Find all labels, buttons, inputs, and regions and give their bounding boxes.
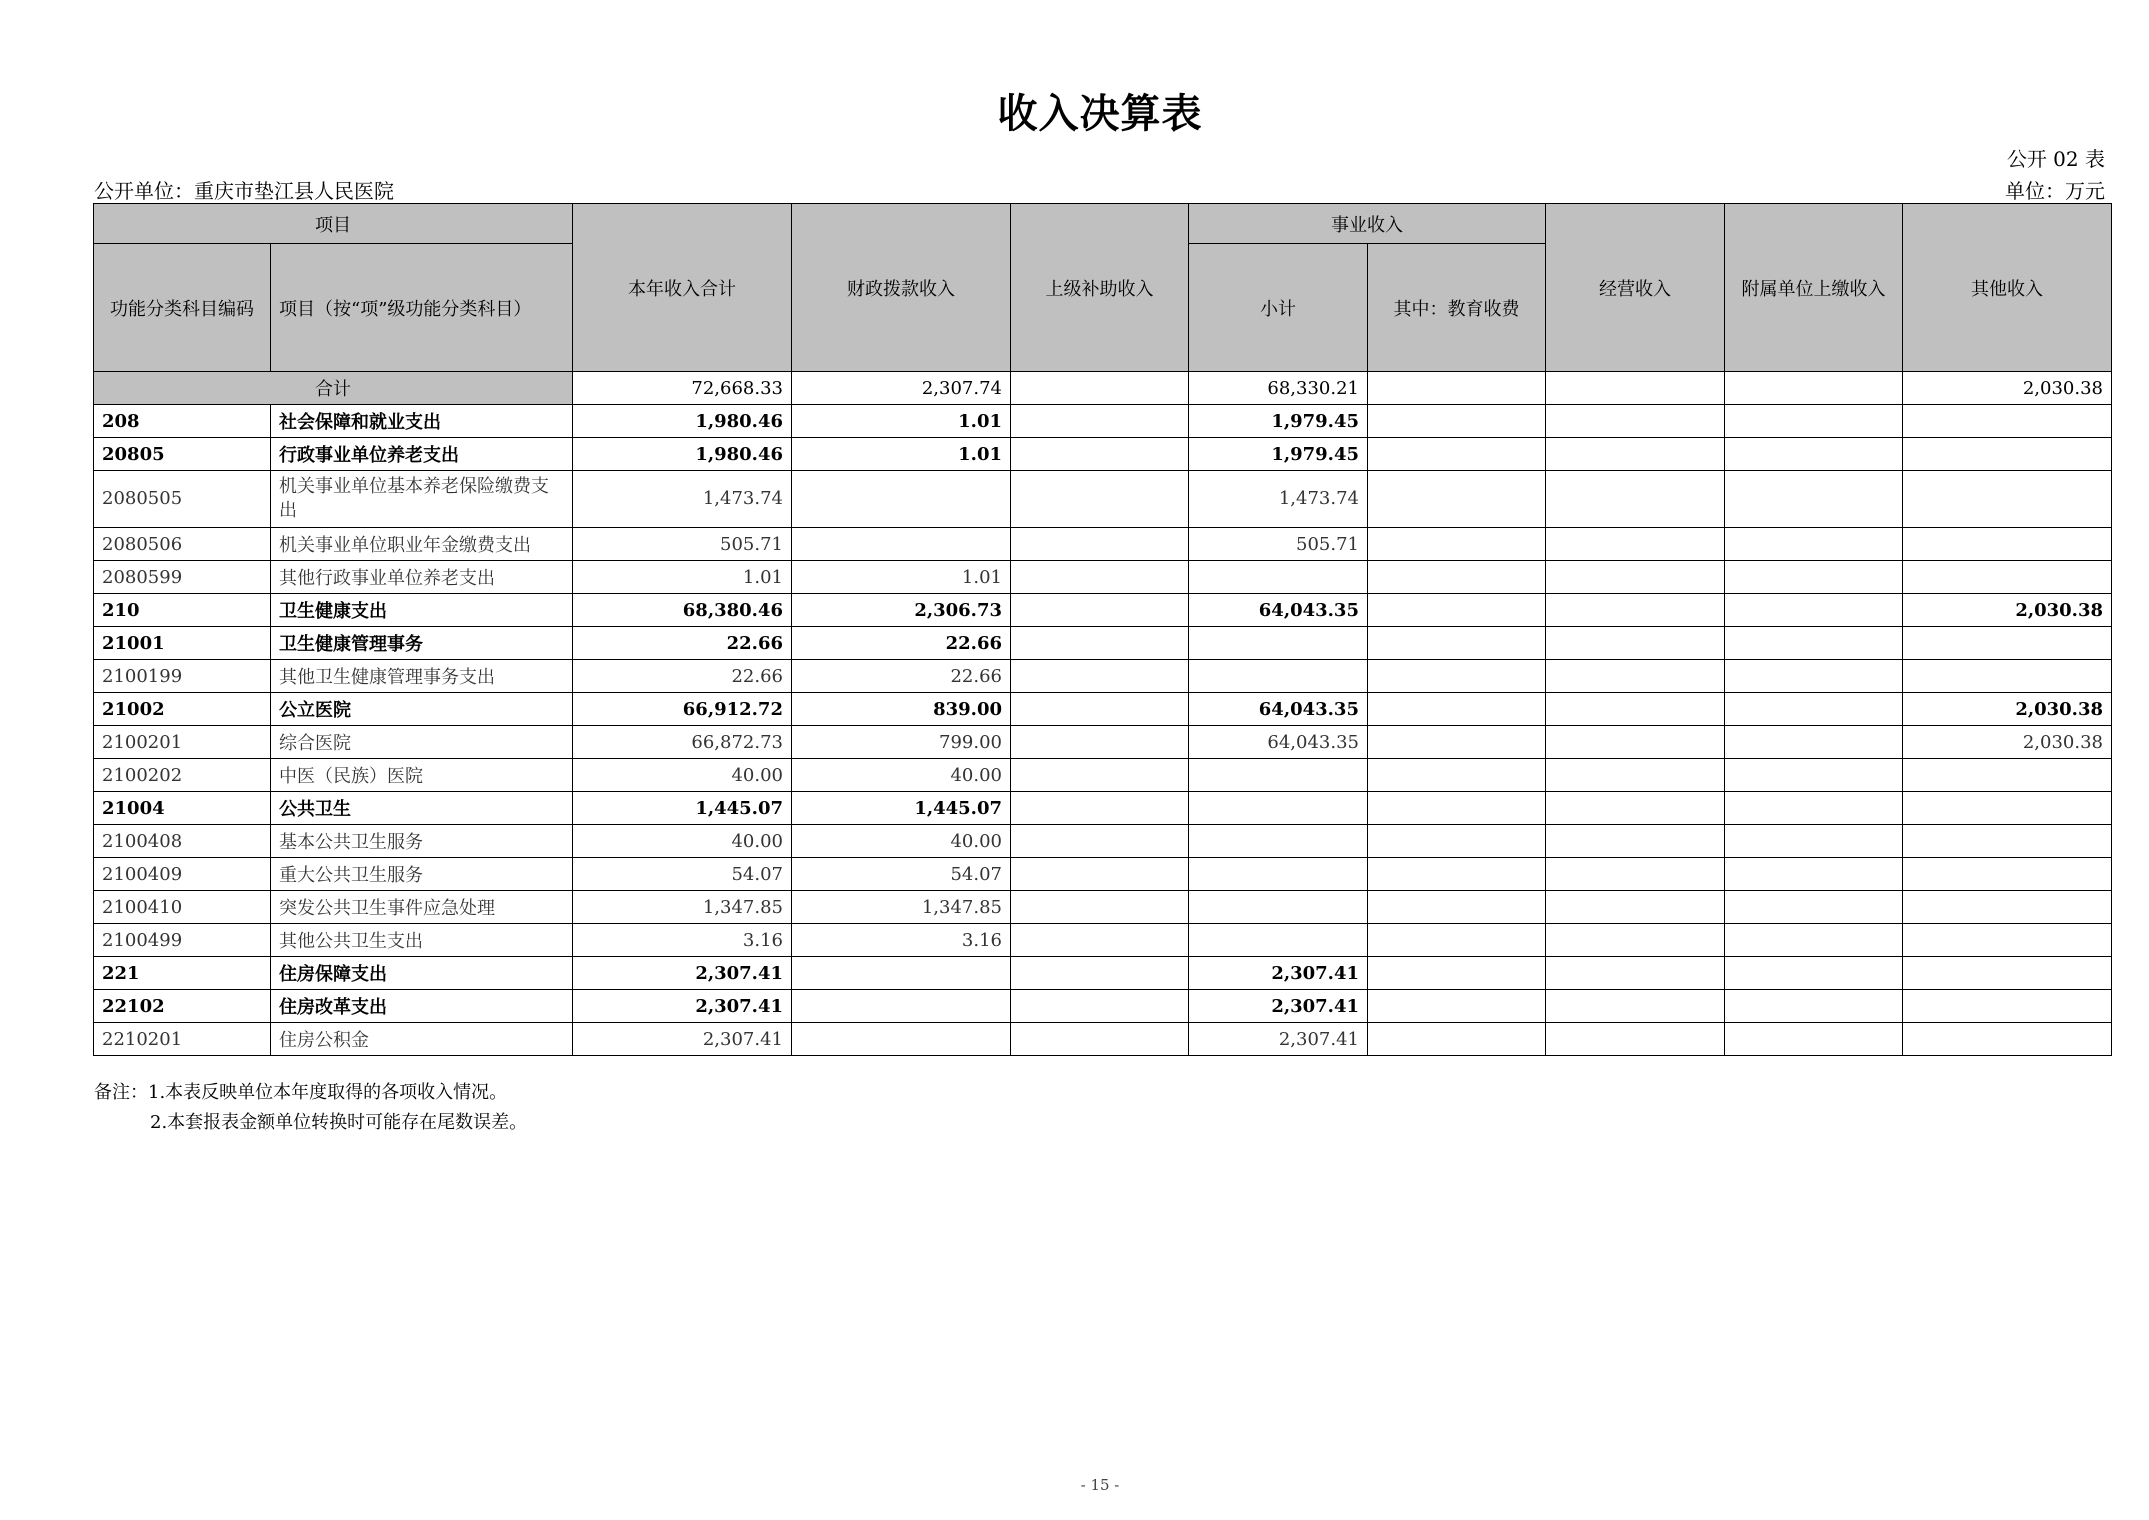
- name-cell: 住房保障支出: [271, 957, 573, 990]
- superior-cell: [1011, 957, 1189, 990]
- total-income-cell: 3.16: [573, 924, 792, 957]
- code-cell: 21002: [94, 693, 271, 726]
- table-row: [94, 438, 2112, 471]
- note-2: 2.本套报表金额单位转换时可能存在尾数误差。: [150, 1112, 528, 1133]
- other-cell: [1903, 957, 2112, 990]
- name-cell: 中医（民族）医院: [271, 759, 573, 792]
- affiliated-cell: [1725, 660, 1903, 693]
- fiscal-cell: 1,445.07: [792, 792, 1011, 825]
- code-cell: 2080599: [94, 561, 271, 594]
- total-income-cell: 72,668.33: [573, 372, 792, 405]
- total-income-cell: 1,980.46: [573, 438, 792, 471]
- edu-cell: [1368, 990, 1546, 1023]
- operating-cell: [1546, 759, 1725, 792]
- superior-cell: [1011, 627, 1189, 660]
- header-edu: 其中：教育收费: [1368, 244, 1546, 372]
- subtotal-cell: 505.71: [1189, 528, 1368, 561]
- other-cell: [1903, 438, 2112, 471]
- header-business: 事业收入: [1189, 204, 1546, 244]
- name-cell: 住房公积金: [271, 1023, 573, 1056]
- operating-cell: [1546, 990, 1725, 1023]
- operating-cell: [1546, 561, 1725, 594]
- subtotal-cell: [1189, 660, 1368, 693]
- affiliated-cell: [1725, 405, 1903, 438]
- subtotal-cell: 2,307.41: [1189, 990, 1368, 1023]
- affiliated-cell: [1725, 759, 1903, 792]
- affiliated-cell: [1725, 924, 1903, 957]
- subtotal-cell: 2,307.41: [1189, 957, 1368, 990]
- reporting-unit: 公开单位：重庆市垫江县人民医院: [94, 179, 394, 203]
- total-superior-cell: [1011, 372, 1189, 405]
- other-cell: [1903, 858, 2112, 891]
- subtotal-cell: [1189, 792, 1368, 825]
- edu-cell: [1368, 627, 1546, 660]
- total-income-cell: 2,307.41: [573, 957, 792, 990]
- superior-cell: [1011, 405, 1189, 438]
- table-row: [94, 1023, 2112, 1056]
- fiscal-cell: 40.00: [792, 825, 1011, 858]
- operating-cell: [1546, 726, 1725, 759]
- income-table: [93, 203, 2112, 1056]
- other-cell: [1903, 990, 2112, 1023]
- affiliated-cell: [1725, 891, 1903, 924]
- other-cell: [1903, 405, 2112, 438]
- table-row: [94, 891, 2112, 924]
- subtotal-cell: [1189, 759, 1368, 792]
- subtotal-cell: 64,043.35: [1189, 726, 1368, 759]
- name-cell: 机关事业单位职业年金缴费支出: [271, 528, 573, 561]
- operating-cell: [1546, 957, 1725, 990]
- subtotal-cell: [1189, 825, 1368, 858]
- other-cell: [1903, 660, 2112, 693]
- total-row: [94, 372, 2112, 405]
- fiscal-cell: 1.01: [792, 561, 1011, 594]
- code-cell: 2080506: [94, 528, 271, 561]
- subtotal-cell: 1,979.45: [1189, 405, 1368, 438]
- code-cell: 22102: [94, 990, 271, 1023]
- superior-cell: [1011, 825, 1189, 858]
- header-func-name: 项目（按“项”级功能分类科目）: [271, 244, 573, 372]
- operating-cell: [1546, 438, 1725, 471]
- name-cell: 综合医院: [271, 726, 573, 759]
- edu-cell: [1368, 891, 1546, 924]
- total-income-cell: 2,307.41: [573, 1023, 792, 1056]
- edu-cell: [1368, 924, 1546, 957]
- superior-cell: [1011, 471, 1189, 528]
- name-cell: 其他行政事业单位养老支出: [271, 561, 573, 594]
- affiliated-cell: [1725, 471, 1903, 528]
- operating-cell: [1546, 858, 1725, 891]
- fiscal-cell: [792, 471, 1011, 528]
- edu-cell: [1368, 1023, 1546, 1056]
- total-edu-cell: [1368, 372, 1546, 405]
- other-cell: 2,030.38: [1903, 726, 2112, 759]
- fiscal-cell: [792, 990, 1011, 1023]
- affiliated-cell: [1725, 990, 1903, 1023]
- code-cell: 208: [94, 405, 271, 438]
- subtotal-cell: [1189, 858, 1368, 891]
- fiscal-cell: 22.66: [792, 627, 1011, 660]
- superior-cell: [1011, 693, 1189, 726]
- operating-cell: [1546, 891, 1725, 924]
- table-row: [94, 858, 2112, 891]
- superior-cell: [1011, 990, 1189, 1023]
- header-subtotal: 小计: [1189, 244, 1368, 372]
- superior-cell: [1011, 1023, 1189, 1056]
- superior-cell: [1011, 759, 1189, 792]
- edu-cell: [1368, 471, 1546, 528]
- superior-cell: [1011, 924, 1189, 957]
- affiliated-cell: [1725, 594, 1903, 627]
- edu-cell: [1368, 561, 1546, 594]
- page-number: - 15 -: [1080, 1476, 1120, 1494]
- code-cell: 20805: [94, 438, 271, 471]
- edu-cell: [1368, 693, 1546, 726]
- code-cell: 2100499: [94, 924, 271, 957]
- affiliated-cell: [1725, 528, 1903, 561]
- name-cell: 基本公共卫生服务: [271, 825, 573, 858]
- edu-cell: [1368, 594, 1546, 627]
- subtotal-cell: 1,979.45: [1189, 438, 1368, 471]
- code-cell: 210: [94, 594, 271, 627]
- fiscal-cell: 2,306.73: [792, 594, 1011, 627]
- affiliated-cell: [1725, 561, 1903, 594]
- edu-cell: [1368, 858, 1546, 891]
- name-cell: 突发公共卫生事件应急处理: [271, 891, 573, 924]
- table-row: [94, 594, 2112, 627]
- page-title: 收入决算表: [997, 90, 1203, 137]
- fiscal-cell: [792, 957, 1011, 990]
- edu-cell: [1368, 438, 1546, 471]
- total-income-cell: 1.01: [573, 561, 792, 594]
- operating-cell: [1546, 528, 1725, 561]
- total-income-cell: 22.66: [573, 627, 792, 660]
- notes: [94, 1078, 527, 1138]
- other-cell: [1903, 471, 2112, 528]
- subtotal-cell: [1189, 627, 1368, 660]
- operating-cell: [1546, 1023, 1725, 1056]
- table-row: [94, 561, 2112, 594]
- superior-cell: [1011, 528, 1189, 561]
- total-label: 合计: [94, 372, 573, 405]
- other-cell: [1903, 1023, 2112, 1056]
- superior-cell: [1011, 792, 1189, 825]
- affiliated-cell: [1725, 825, 1903, 858]
- total-income-cell: 66,912.72: [573, 693, 792, 726]
- name-cell: 卫生健康管理事务: [271, 627, 573, 660]
- header-fiscal: 财政拨款收入: [792, 204, 1011, 372]
- fiscal-cell: 3.16: [792, 924, 1011, 957]
- operating-cell: [1546, 660, 1725, 693]
- other-cell: 2,030.38: [1903, 693, 2112, 726]
- affiliated-cell: [1725, 726, 1903, 759]
- affiliated-cell: [1725, 792, 1903, 825]
- name-cell: 住房改革支出: [271, 990, 573, 1023]
- header-affiliated: 附属单位上缴收入: [1725, 204, 1903, 372]
- total-operating-cell: [1546, 372, 1725, 405]
- superior-cell: [1011, 561, 1189, 594]
- name-cell: 社会保障和就业支出: [271, 405, 573, 438]
- table-row: [94, 924, 2112, 957]
- header-total-income: 本年收入合计: [573, 204, 792, 372]
- other-cell: [1903, 561, 2112, 594]
- edu-cell: [1368, 759, 1546, 792]
- total-subtotal-cell: 68,330.21: [1189, 372, 1368, 405]
- table-row: [94, 990, 2112, 1023]
- total-income-cell: 68,380.46: [573, 594, 792, 627]
- name-cell: 行政事业单位养老支出: [271, 438, 573, 471]
- currency-unit: 单位：万元: [2005, 179, 2105, 203]
- name-cell: 公立医院: [271, 693, 573, 726]
- affiliated-cell: [1725, 438, 1903, 471]
- edu-cell: [1368, 957, 1546, 990]
- header-func-code: 功能分类科目编码: [94, 244, 271, 372]
- name-cell: 机关事业单位基本养老保险缴费支出: [271, 471, 573, 528]
- operating-cell: [1546, 405, 1725, 438]
- superior-cell: [1011, 438, 1189, 471]
- operating-cell: [1546, 825, 1725, 858]
- total-income-cell: 66,872.73: [573, 726, 792, 759]
- operating-cell: [1546, 693, 1725, 726]
- operating-cell: [1546, 594, 1725, 627]
- table-row: [94, 759, 2112, 792]
- total-income-cell: 505.71: [573, 528, 792, 561]
- fiscal-cell: 22.66: [792, 660, 1011, 693]
- fiscal-cell: 40.00: [792, 759, 1011, 792]
- subtotal-cell: [1189, 924, 1368, 957]
- subtotal-cell: [1189, 561, 1368, 594]
- superior-cell: [1011, 858, 1189, 891]
- subtotal-cell: [1189, 891, 1368, 924]
- name-cell: 其他公共卫生支出: [271, 924, 573, 957]
- total-income-cell: 2,307.41: [573, 990, 792, 1023]
- edu-cell: [1368, 726, 1546, 759]
- code-cell: 2080505: [94, 471, 271, 528]
- total-income-cell: 40.00: [573, 759, 792, 792]
- code-cell: 2100410: [94, 891, 271, 924]
- affiliated-cell: [1725, 858, 1903, 891]
- affiliated-cell: [1725, 1023, 1903, 1056]
- fiscal-cell: 1.01: [792, 405, 1011, 438]
- total-income-cell: 1,445.07: [573, 792, 792, 825]
- edu-cell: [1368, 825, 1546, 858]
- table-row: [94, 528, 2112, 561]
- name-cell: 重大公共卫生服务: [271, 858, 573, 891]
- other-cell: [1903, 792, 2112, 825]
- table-row: [94, 726, 2112, 759]
- other-cell: [1903, 924, 2112, 957]
- table-row: [94, 792, 2112, 825]
- header-superior: 上级补助收入: [1011, 204, 1189, 372]
- edu-cell: [1368, 660, 1546, 693]
- fiscal-cell: 54.07: [792, 858, 1011, 891]
- total-affiliated-cell: [1725, 372, 1903, 405]
- code-cell: 21001: [94, 627, 271, 660]
- affiliated-cell: [1725, 957, 1903, 990]
- table-row: [94, 825, 2112, 858]
- header-other: 其他收入: [1903, 204, 2112, 372]
- edu-cell: [1368, 405, 1546, 438]
- total-fiscal-cell: 2,307.74: [792, 372, 1011, 405]
- total-other-cell: 2,030.38: [1903, 372, 2112, 405]
- fiscal-cell: 839.00: [792, 693, 1011, 726]
- table-row: [94, 957, 2112, 990]
- fiscal-cell: 799.00: [792, 726, 1011, 759]
- total-income-cell: 22.66: [573, 660, 792, 693]
- total-income-cell: 40.00: [573, 825, 792, 858]
- table-row: [94, 471, 2112, 528]
- total-income-cell: 1,347.85: [573, 891, 792, 924]
- superior-cell: [1011, 660, 1189, 693]
- table-row: [94, 693, 2112, 726]
- superior-cell: [1011, 891, 1189, 924]
- other-cell: [1903, 528, 2112, 561]
- other-cell: [1903, 627, 2112, 660]
- table-row: [94, 660, 2112, 693]
- fiscal-cell: [792, 1023, 1011, 1056]
- other-cell: [1903, 891, 2112, 924]
- code-cell: 21004: [94, 792, 271, 825]
- name-cell: 其他卫生健康管理事务支出: [271, 660, 573, 693]
- code-cell: 2100199: [94, 660, 271, 693]
- table-row: [94, 405, 2112, 438]
- operating-cell: [1546, 471, 1725, 528]
- fiscal-cell: 1.01: [792, 438, 1011, 471]
- table-row: [94, 627, 2112, 660]
- other-cell: 2,030.38: [1903, 594, 2112, 627]
- subtotal-cell: 1,473.74: [1189, 471, 1368, 528]
- form-code: 公开 02 表: [2006, 147, 2105, 171]
- header-project: 项目: [94, 204, 573, 244]
- code-cell: 2100408: [94, 825, 271, 858]
- operating-cell: [1546, 792, 1725, 825]
- edu-cell: [1368, 792, 1546, 825]
- superior-cell: [1011, 594, 1189, 627]
- affiliated-cell: [1725, 627, 1903, 660]
- name-cell: 公共卫生: [271, 792, 573, 825]
- total-income-cell: 1,980.46: [573, 405, 792, 438]
- other-cell: [1903, 759, 2112, 792]
- code-cell: 221: [94, 957, 271, 990]
- other-cell: [1903, 825, 2112, 858]
- superior-cell: [1011, 726, 1189, 759]
- note-1: 备注：1.本表反映单位本年度取得的各项收入情况。: [94, 1082, 508, 1103]
- operating-cell: [1546, 627, 1725, 660]
- code-cell: 2100201: [94, 726, 271, 759]
- code-cell: 2100202: [94, 759, 271, 792]
- operating-cell: [1546, 924, 1725, 957]
- fiscal-cell: [792, 528, 1011, 561]
- total-income-cell: 54.07: [573, 858, 792, 891]
- code-cell: 2210201: [94, 1023, 271, 1056]
- name-cell: 卫生健康支出: [271, 594, 573, 627]
- fiscal-cell: 1,347.85: [792, 891, 1011, 924]
- code-cell: 2100409: [94, 858, 271, 891]
- affiliated-cell: [1725, 693, 1903, 726]
- edu-cell: [1368, 528, 1546, 561]
- header-operating: 经营收入: [1546, 204, 1725, 372]
- subtotal-cell: 64,043.35: [1189, 693, 1368, 726]
- subtotal-cell: 2,307.41: [1189, 1023, 1368, 1056]
- total-income-cell: 1,473.74: [573, 471, 792, 528]
- subtotal-cell: 64,043.35: [1189, 594, 1368, 627]
